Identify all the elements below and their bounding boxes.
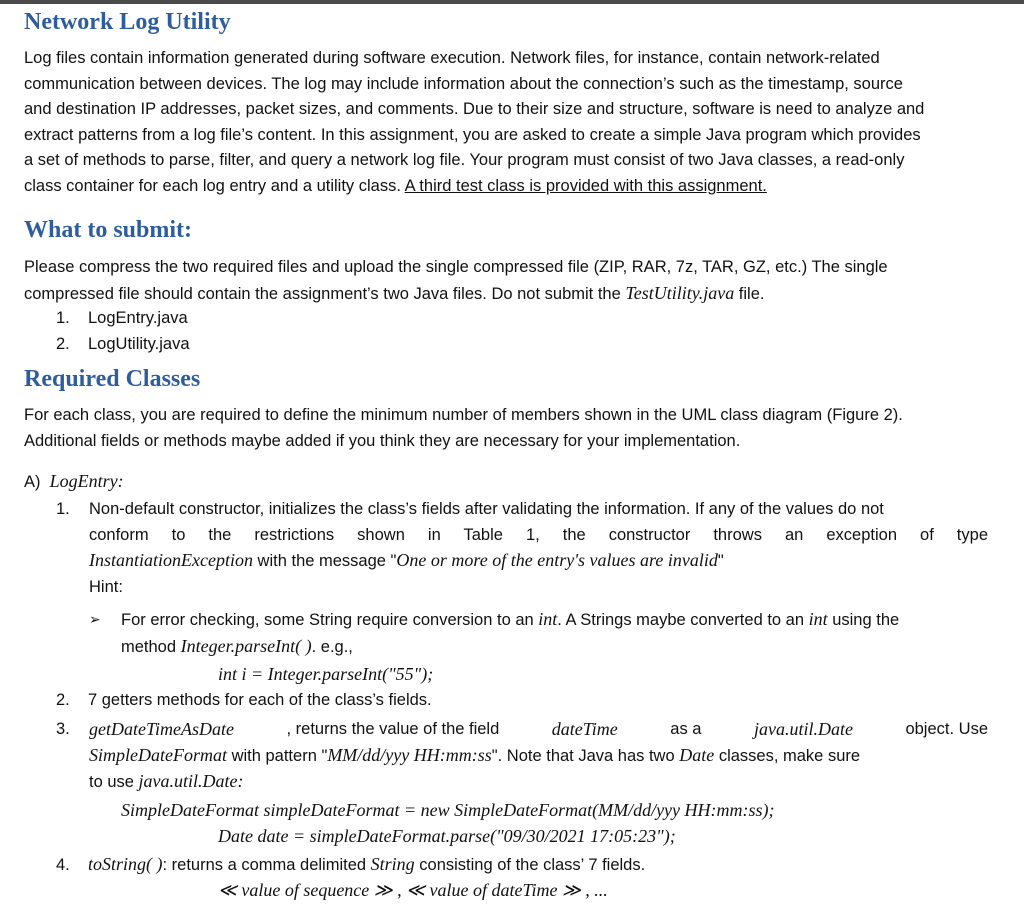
intro-paragraph [24,46,924,200]
hint-bullet: For error checking, some String require conversion to an int. A Strings maybe converted to an int using the method Integer.parseInt( ). e.g., [121,609,900,656]
parseint-example: int i = Integer.parseInt("55"); [218,664,434,684]
item-4: 4. toString( ): returns a comma delimited String consisting of the class’ 7 fields. [56,854,646,874]
item-3-num: 3. [56,720,70,738]
intro-line: communication between devices. The log may include information about the connection’s such as the timestamp, source [24,74,903,93]
test-class-note: A third test class is provided with this assignment. [404,176,767,195]
heading-required-classes: Required Classes [24,366,201,392]
intro-line: Log files contain information generated during software execution. Network files, for instance, contain network-related [24,49,880,67]
intro-line: and destination IP addresses, packet sizes, and comments. Due to their size and structure, software is need to analyze and [24,100,925,119]
intro-line: extract patterns from a log file’s content. In this assignment, you are asked to create a simple Java program which provides [24,125,921,144]
intro-line: class container for each log entry and a utility class. A third test class is provided with this assignment. [24,176,767,195]
list-item: 2. LogUtility.java [56,334,190,353]
required-paragraph [24,403,903,454]
heading-network-log-utility: Network Log Utility [24,9,231,35]
submit-line: compressed file should contain the assignment’s two Java files. Do not submit the TestUtility.java file. [24,282,765,303]
required-line: For each class, you are required to define the minimum number of members shown in the UML class diagram (Figure 2). [24,406,903,424]
list-item: 1. LogEntry.java [56,309,188,327]
submit-list [56,306,190,357]
hint-bullet-icon: ➢ [89,611,101,627]
heading-what-to-submit: What to submit: [24,217,193,243]
intro-line: a set of methods to parse, filter, and query a network log file. Your program must consist of two Java classes, a read-only [24,151,905,170]
item-2: 2. 7 getters methods for each of the class’s fields. [56,691,432,709]
submit-paragraph [24,255,888,307]
required-line: Additional fields or methods maybe added if you think they are necessary for your implementation. [24,431,741,450]
class-a-heading: A) LogEntry: [24,471,124,491]
submit-line: Please compress the two required files and upload the single compressed file (ZIP, RAR, 7z, TAR, GZ, etc.) The single [24,258,888,276]
item-1: Non-default constructor, initializes the class’s fields after validating the information. If any of the values do not conform to the restrictions shown in Table 1, the constructor throws an exception of type InstantiationException with the message "One or more of the entry's values are invalid" Hint: [89,497,988,600]
tostring-example: ≪ value of sequence ≫ , ≪ value of dateTime ≫ , ... [218,880,608,900]
simpledateformat-example: SimpleDateFormat simpleDateFormat = new SimpleDateFormat(MM/dd/yyy HH:mm:ss); [121,800,775,820]
hint-label: Hint: [89,577,123,596]
testutility-filename: TestUtility.java [625,282,735,303]
item-3: getDateTimeAsDate , returns the value of the field dateTime as a java.util.Date object. Use SimpleDateFormat with pattern "MM/dd/yyy HH:mm:ss". Note that Java has two Date classes, make sure to use java.util.Date: [89,719,988,792]
item-1-num: 1. [56,500,70,518]
top-border [0,0,1024,4]
date-parse-example: Date date = simpleDateFormat.parse("09/30/2021 17:05:23"); [218,826,676,846]
